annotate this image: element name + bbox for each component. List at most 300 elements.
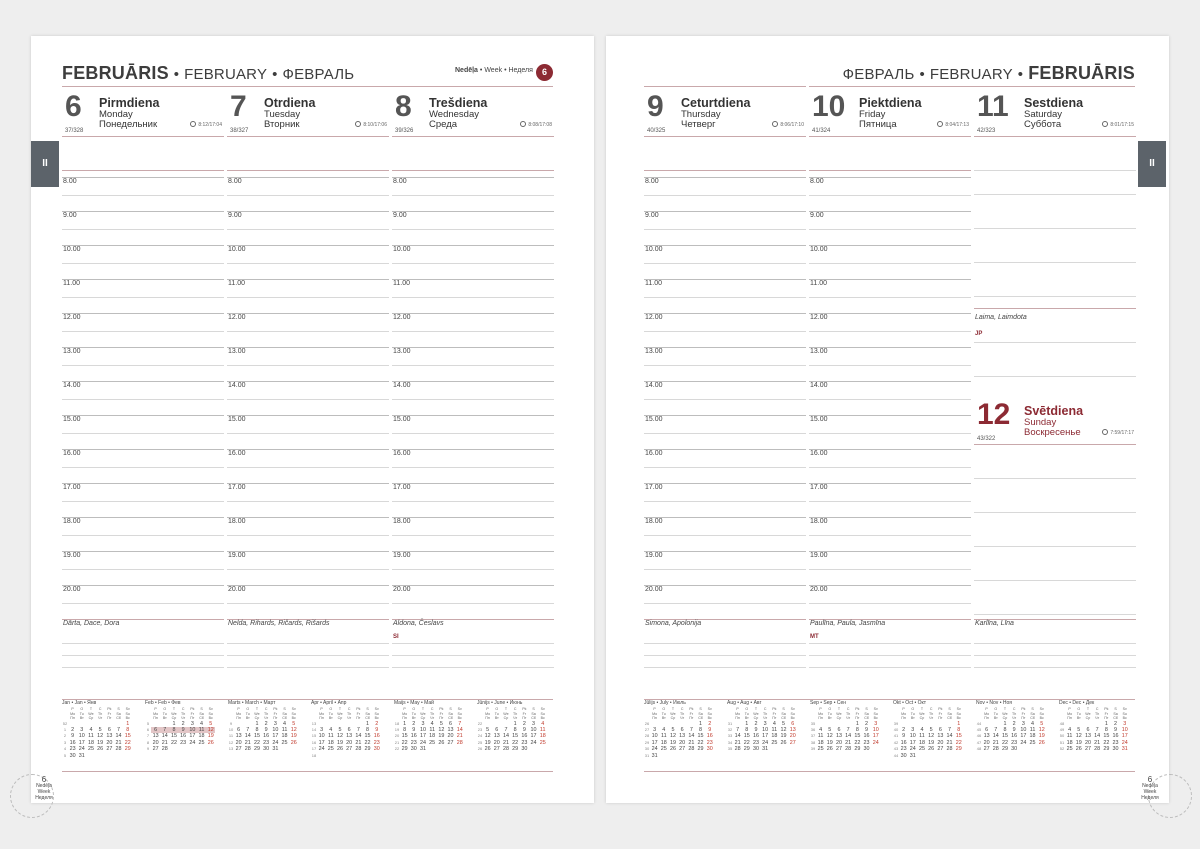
mini-calendar	[727, 700, 809, 753]
mini-day: 13	[152, 733, 159, 740]
week-number: 13	[311, 720, 317, 726]
weekday-abbrev: Ср	[171, 716, 177, 720]
mini-day: 30	[263, 746, 270, 753]
weekday-abbrev: Чт	[347, 716, 352, 720]
mini-day: 18	[771, 733, 778, 740]
hour-rule	[227, 245, 389, 246]
mini-week-row	[976, 746, 1046, 752]
hour-label: 9.00	[810, 212, 824, 219]
mini-day: 10	[651, 733, 658, 740]
weekday-abbrev: Чт	[763, 716, 768, 720]
week-number: 34	[727, 739, 733, 745]
mini-day: 16	[1011, 733, 1018, 740]
title-separator: •	[919, 66, 925, 83]
mini-day	[1037, 746, 1046, 752]
hour-label: 15.00	[645, 416, 663, 423]
mini-day: 15	[1001, 733, 1008, 740]
hour-rule	[809, 313, 971, 314]
mini-day: 18	[918, 739, 925, 746]
mini-day: 11	[919, 733, 925, 740]
weekday-abbrev: Сб	[864, 716, 869, 720]
mini-day: 2	[264, 720, 268, 727]
mini-day: 29	[955, 746, 962, 753]
weekday-abbrev: Pk	[938, 707, 943, 711]
mini-day: 22	[253, 739, 260, 746]
mini-week-row	[145, 746, 215, 752]
weekday-abbrev: T	[89, 707, 93, 711]
hour-rule	[227, 279, 389, 280]
day-header-rule	[392, 136, 554, 137]
weekday-abbrev: Вс	[457, 716, 462, 720]
header-rule	[62, 170, 224, 171]
mini-day: 23	[521, 739, 528, 746]
title-separator: •	[173, 66, 180, 83]
mini-day	[197, 746, 206, 752]
hour-label: 12.00	[645, 314, 663, 321]
weekday-abbrev: Пт	[356, 716, 361, 720]
hour-rule	[392, 585, 554, 586]
half-hour-rule	[809, 297, 971, 298]
half-hour-rule	[62, 195, 224, 196]
weekday-abbrev: Пн	[818, 716, 823, 720]
mini-day: 3	[80, 726, 84, 733]
day-count: 40/325	[647, 128, 666, 134]
mini-day: 28	[456, 739, 463, 746]
month-tab-left[interactable]: II	[31, 141, 59, 187]
mini-day: 18	[660, 739, 667, 746]
mini-calendar-title: Marts • March • Март	[228, 700, 276, 706]
mini-day: 22	[955, 739, 962, 746]
weekday-abbrev: Сб	[1030, 716, 1035, 720]
weekday-abbrev: Mo	[402, 711, 408, 716]
mini-day: 14	[115, 733, 122, 740]
weekday-abbrev: Вс	[540, 716, 545, 720]
month-title-en: FEBRUARY	[184, 66, 268, 83]
mini-day: 25	[327, 746, 334, 753]
hour-rule	[644, 279, 806, 280]
mini-day	[871, 746, 880, 752]
mini-day: 22	[401, 739, 408, 746]
mini-day: 25	[771, 739, 778, 746]
holiday-code: MT	[810, 634, 819, 640]
week-number: 9	[146, 746, 150, 752]
week-number: 10	[228, 726, 234, 732]
weekday-abbrev: Pk	[107, 707, 112, 711]
mini-day: 15	[253, 733, 260, 740]
mini-day: 15	[401, 733, 408, 740]
weekday-abbrev: Пт	[938, 716, 943, 720]
week-number: 51	[1059, 739, 1065, 745]
weekday-abbrev: We	[420, 711, 426, 716]
mini-day	[206, 746, 215, 752]
mini-day: 29	[124, 746, 131, 753]
weekday-abbrev: Pk	[190, 707, 195, 711]
mini-day: 27	[152, 746, 159, 753]
mini-day: 15	[697, 733, 704, 740]
mini-day: 30	[900, 752, 907, 759]
weekday-abbrev: P	[154, 707, 157, 711]
mini-day: 4	[819, 726, 823, 733]
weekday-abbrev: Пн	[70, 716, 75, 720]
mini-day: 5	[1077, 726, 1081, 733]
half-hour-rule	[392, 263, 554, 264]
weekday-abbrev: Th	[347, 711, 352, 716]
hour-rule	[644, 347, 806, 348]
mini-day: 15	[743, 733, 750, 740]
weekday-abbrev: Pk	[522, 707, 527, 711]
weekday-abbrev: C	[264, 707, 268, 711]
weekday-abbrev: We	[919, 711, 925, 716]
weekday-abbrev: Пт	[1104, 716, 1109, 720]
mini-day: 18	[539, 733, 546, 740]
weekday-abbrev: T	[255, 707, 259, 711]
weekday-abbrev: S	[782, 707, 785, 711]
mini-week-row	[311, 753, 381, 759]
mini-day: 7	[689, 726, 693, 733]
mini-day: 17	[872, 733, 879, 740]
day-number: 6	[65, 90, 82, 123]
week-number: 39	[893, 720, 899, 726]
half-hour-rule	[809, 535, 971, 536]
hour-label: 20.00	[228, 586, 246, 593]
mini-day: 25	[918, 746, 925, 753]
note-rule	[974, 580, 1136, 581]
mini-week-row	[644, 753, 714, 759]
weekday-abbrev: Ср	[919, 716, 925, 720]
mini-day: 4	[283, 720, 287, 727]
mini-day: 21	[845, 739, 852, 746]
weekday-abbrev: Чт	[181, 716, 186, 720]
hour-label: 18.00	[63, 518, 81, 525]
week-number: 14	[311, 726, 317, 732]
hour-label: 15.00	[63, 416, 81, 423]
header-rule	[392, 170, 554, 171]
hour-rule	[644, 381, 806, 382]
day-name-ru: Четверг	[681, 119, 716, 130]
name-days: Aldona, Česlavs	[393, 620, 444, 627]
half-hour-rule	[392, 467, 554, 468]
hour-label: 12.00	[228, 314, 246, 321]
mini-day: 2	[754, 720, 758, 727]
weekday-abbrev: Su	[125, 711, 130, 716]
mini-day: 1	[1003, 720, 1007, 727]
mini-day: 17	[651, 739, 658, 746]
mini-day: 30	[752, 746, 759, 753]
mini-day: 13	[937, 733, 944, 740]
month-title	[62, 63, 354, 84]
note-rule	[974, 296, 1136, 297]
mini-calendar	[62, 700, 144, 759]
month-title-ru: ФЕВРАЛЬ	[842, 66, 915, 83]
weekday-abbrev: Th	[513, 711, 518, 716]
week-number: 18	[394, 720, 400, 726]
weekday-abbrev: Сб	[116, 716, 121, 720]
week-number: 5	[146, 720, 150, 726]
mini-day: 17	[78, 739, 85, 746]
weekday-abbrev: Tu	[79, 711, 84, 716]
mini-day	[114, 753, 123, 759]
weekday-abbrev: T	[172, 707, 176, 711]
weekday-abbrev: Ср	[1085, 716, 1091, 720]
weekday-abbrev: Пн	[319, 716, 324, 720]
mini-day: 11	[771, 726, 778, 733]
name-days: Simona, Apolonija	[645, 620, 702, 627]
week-number: 40	[893, 726, 899, 732]
weekday-abbrev: Mo	[70, 711, 76, 716]
weekday-abbrev: Pk	[439, 707, 444, 711]
mini-day: 18	[281, 733, 288, 740]
title-separator: •	[272, 66, 278, 83]
mini-day: 9	[902, 733, 906, 740]
weekday-abbrev: C	[181, 707, 185, 711]
half-hour-rule	[392, 535, 554, 536]
weekday-abbrev: Ср	[836, 716, 842, 720]
mini-day: 18	[1066, 739, 1073, 746]
mini-day: 24	[651, 746, 658, 753]
mini-day: 6	[237, 726, 241, 733]
weekday-abbrev: Sa	[947, 711, 952, 716]
hour-rule	[227, 551, 389, 552]
weekday-abbrev: Вс	[125, 716, 130, 720]
mini-day: 14	[456, 726, 463, 733]
mini-day: 3	[320, 726, 324, 733]
week-number: 19	[394, 726, 400, 732]
mini-day: 19	[1038, 733, 1045, 740]
week-number: 26	[644, 720, 650, 726]
weekday-abbrev: Чт	[98, 716, 103, 720]
day-header-rule	[227, 136, 389, 137]
mini-day	[678, 753, 687, 759]
week-corner-lv: Nedēļa	[1142, 783, 1158, 789]
mini-day: 17	[1121, 733, 1128, 740]
mini-day: 10	[530, 726, 537, 733]
hour-label: 13.00	[228, 348, 246, 355]
weekday-abbrev: Sv	[457, 707, 462, 711]
mini-day: 22	[170, 739, 177, 746]
mini-day: 2	[412, 720, 416, 727]
half-hour-rule	[809, 399, 971, 400]
mini-day	[354, 753, 363, 759]
mini-day: 29	[364, 746, 371, 753]
half-hour-rule	[392, 399, 554, 400]
weekday-abbrev: Tu	[827, 711, 832, 716]
hour-label: 17.00	[810, 484, 828, 491]
weekday-abbrev: Mo	[984, 711, 990, 716]
week-number: 28	[644, 733, 650, 739]
mini-day: 19	[928, 739, 935, 746]
mini-day	[363, 753, 372, 759]
month-tab-right[interactable]: II	[1138, 141, 1166, 187]
mini-day: 27	[679, 746, 686, 753]
mini-day: 26	[336, 746, 343, 753]
week-label-lv: Nedēļa	[455, 67, 478, 74]
mini-day: 11	[660, 733, 667, 740]
mini-day: 24	[909, 746, 916, 753]
hour-label: 19.00	[63, 552, 81, 559]
mini-day: 26	[826, 746, 833, 753]
mini-day: 19	[826, 739, 833, 746]
week-corner-ru: Неделя	[1141, 795, 1159, 801]
mini-day: 30	[373, 746, 380, 753]
mini-day: 10	[419, 726, 426, 733]
hour-rule	[809, 245, 971, 246]
mini-day: 16	[706, 733, 713, 740]
day-header	[392, 86, 554, 138]
weekday-abbrev: Sv	[707, 707, 712, 711]
week-number: 36	[810, 726, 816, 732]
half-hour-rule	[62, 501, 224, 502]
hour-rule	[392, 245, 554, 246]
mini-day: 16	[1112, 733, 1119, 740]
mini-day: 9	[71, 733, 75, 740]
mini-day: 5	[338, 726, 342, 733]
mini-day	[188, 746, 197, 752]
weekday-abbrev: Fr	[1021, 711, 1026, 716]
note-rule	[644, 643, 806, 644]
weekday-abbrev: Вт	[79, 716, 84, 720]
hour-label: 9.00	[645, 212, 659, 219]
week-number: 4	[63, 746, 67, 752]
weekday-abbrev: Pk	[1021, 707, 1026, 711]
weekday-abbrev: Tu	[1076, 711, 1081, 716]
mini-day	[446, 746, 455, 752]
hour-rule	[809, 483, 971, 484]
mini-day: 1	[513, 720, 517, 727]
mini-day: 24	[872, 739, 879, 746]
mini-day: 15	[854, 733, 861, 740]
mini-day: 8	[255, 726, 259, 733]
mini-day: 23	[752, 739, 759, 746]
mini-day: 12	[1075, 733, 1082, 740]
mini-day: 9	[865, 726, 869, 733]
weekday-abbrev: Sa	[864, 711, 869, 716]
half-hour-rule	[644, 297, 806, 298]
mini-day: 23	[1011, 739, 1018, 746]
week-corner-ru: Неделя	[35, 795, 53, 801]
mini-day: 4	[772, 720, 776, 727]
note-rule	[62, 667, 224, 668]
week-number: 48	[1059, 720, 1065, 726]
mini-day: 3	[911, 726, 915, 733]
weekday-abbrev: Вт	[661, 716, 666, 720]
weekday-abbrev: S	[117, 707, 120, 711]
hour-label: 14.00	[393, 382, 411, 389]
mini-day: 7	[117, 726, 121, 733]
week-number: 31	[644, 752, 650, 758]
mini-day: 13	[493, 733, 500, 740]
hour-rule	[392, 381, 554, 382]
weekday-abbrev: Pk	[273, 707, 278, 711]
hour-label: 17.00	[645, 484, 663, 491]
hour-label: 10.00	[393, 246, 411, 253]
mini-day: 13	[789, 726, 796, 733]
weekday-abbrev: Пт	[107, 716, 112, 720]
mini-day: 8	[366, 726, 370, 733]
hour-rule	[62, 517, 224, 518]
weekday-abbrev: Tu	[162, 711, 167, 716]
half-hour-rule	[62, 297, 224, 298]
weekday-abbrev: Tu	[328, 711, 333, 716]
note-rule	[974, 667, 1136, 668]
day-name-ru: Пятница	[859, 119, 897, 130]
header-rule	[974, 170, 1136, 171]
half-hour-rule	[227, 603, 389, 604]
hour-label: 11.00	[810, 280, 827, 287]
mini-day: 21	[946, 739, 953, 746]
weekday-abbrev: Сб	[448, 716, 453, 720]
mini-day: 21	[734, 739, 741, 746]
week-number: 50	[1059, 733, 1065, 739]
week-number: 20	[394, 733, 400, 739]
note-rule	[62, 643, 224, 644]
weekday-abbrev: Пн	[735, 716, 740, 720]
hour-label: 8.00	[393, 178, 407, 185]
weekday-abbrev: Su	[457, 711, 462, 716]
day-name-ru: Понедельник	[99, 119, 158, 130]
mini-day: 25	[198, 739, 205, 746]
day-name-en: Sunday	[1024, 417, 1057, 428]
mini-day: 16	[410, 733, 417, 740]
day-count: 43/322	[977, 436, 996, 442]
weekday-abbrev: Вт	[1076, 716, 1081, 720]
hour-label: 13.00	[645, 348, 663, 355]
name-days: Nelda, Rihards, Ričards, Rišards	[228, 620, 330, 627]
weekday-abbrev: Mo	[652, 711, 658, 716]
mini-day: 7	[504, 726, 508, 733]
weekday-abbrev: Su	[1122, 711, 1127, 716]
half-hour-rule	[227, 263, 389, 264]
day-name-en: Wednesday	[429, 109, 479, 120]
mini-day: 17	[909, 739, 916, 746]
hour-label: 16.00	[645, 450, 663, 457]
mini-day: 28	[161, 746, 168, 753]
weekday-abbrev: Pk	[356, 707, 361, 711]
weekday-abbrev: Пн	[153, 716, 158, 720]
mini-day	[705, 753, 714, 759]
mini-day: 12	[336, 733, 343, 740]
half-hour-rule	[809, 195, 971, 196]
mini-day: 4	[1031, 720, 1035, 727]
day-name-lv: Trešdiena	[429, 96, 488, 110]
mini-day: 7	[160, 727, 169, 733]
week-number: 16	[311, 739, 317, 745]
mini-day: 14	[734, 733, 741, 740]
mini-day: 21	[115, 739, 122, 746]
weekday-abbrev: T	[920, 707, 924, 711]
mini-day: 27	[235, 746, 242, 753]
mini-day: 17	[272, 733, 279, 740]
weekday-abbrev: Th	[929, 711, 934, 716]
hour-rule	[644, 585, 806, 586]
weekday-abbrev: P	[902, 707, 905, 711]
weekday-abbrev: Mo	[319, 711, 325, 716]
weekday-abbrev: Fr	[107, 711, 112, 716]
hour-rule	[227, 483, 389, 484]
weekday-abbrev: Sa	[1113, 711, 1118, 716]
half-hour-rule	[644, 365, 806, 366]
half-hour-rule	[644, 569, 806, 570]
hour-rule	[392, 347, 554, 348]
hour-label: 11.00	[393, 280, 410, 287]
weekday-abbrev: Tu	[411, 711, 416, 716]
weekday-abbrev: We	[337, 711, 343, 716]
weekday-abbrev: Ср	[670, 716, 676, 720]
mini-calendar-grid	[394, 707, 464, 753]
weekday-abbrev: Sa	[698, 711, 703, 716]
half-hour-rule	[644, 331, 806, 332]
weekday-abbrev: O	[80, 707, 84, 711]
mini-day: 31	[1121, 746, 1128, 753]
